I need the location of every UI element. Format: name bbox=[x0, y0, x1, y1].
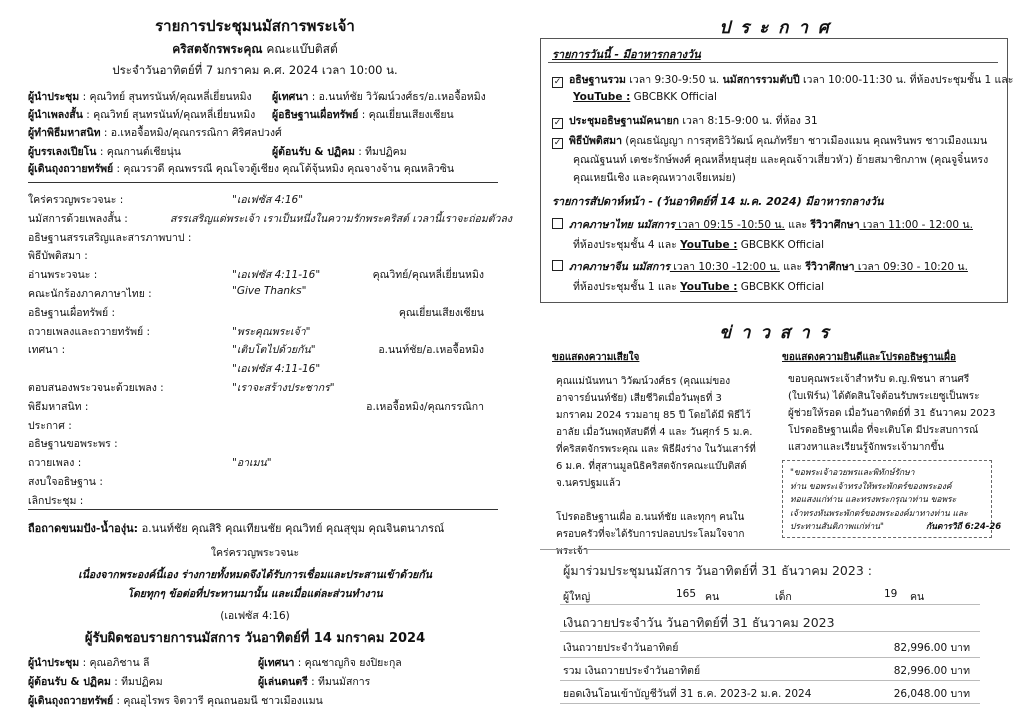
today-item-baptism-line2: คุณณัฐนนท์ เตชะรักษ์พงศ์ คุณหลี่หยุนสุ่ย และคุณจ้าวเสี่ยวหัว) ย้ายสมาชิกภาพ (คุณจูจิ๋นหรง bbox=[573, 154, 989, 166]
blessing-line: ท่าน ขอพระเจ้าทรงให้พระพักตร์ของพระองค์ bbox=[790, 481, 952, 492]
item-bold: รีวิวาศึกษา bbox=[805, 261, 855, 273]
next-item-thai bbox=[552, 216, 973, 233]
order-label: พิธีบัพติสมา : bbox=[28, 250, 88, 262]
order-label: อธิษฐานสรรเสริญและสารภาพบาป : bbox=[28, 232, 192, 244]
blessing-line: เจ้าทรงหันพระพักตร์ของพระองค์มาทางท่าน และ bbox=[790, 508, 968, 519]
role-label: ผู้บรรเลงเปียโน bbox=[28, 146, 97, 158]
communion-servers-names: อ.นนท์ชัย คุณสิริ คุณเทียนชัย คุณวิทย์ คุณสุขุม คุณจินตนาภรณ์ bbox=[141, 522, 445, 535]
news-title: ข่ า ว ส า ร bbox=[719, 323, 831, 343]
condolence-line: พระเจ้า bbox=[556, 546, 589, 557]
role-value: : คุณอภิชาน ลี bbox=[82, 657, 150, 669]
attendance-title: ผู้มาร่วมประชุมนมัสการ วันอาทิตย์ที่ 31 ธันวาคม 2023 : bbox=[563, 563, 872, 578]
role-value: : คุณวรวดี คุณพรรณี คุณโจวตู้เชียง คุณโต้จุ้นหมิง คุณจางจ้าน คุณหลิวซิน bbox=[116, 163, 455, 175]
role-value: : คุณเยี่ยนเสียงเซียน bbox=[361, 109, 454, 121]
adult-label: ผู้ใหญ่ bbox=[563, 591, 591, 603]
divider bbox=[28, 509, 498, 510]
order-detail: "พระคุณพระเจ้า" bbox=[232, 326, 311, 338]
item-text: เวลา 9:30-9:50 น. bbox=[625, 74, 723, 86]
role-label: ผู้เทศนา bbox=[272, 91, 309, 103]
youtube-channel: GBCBKK Official bbox=[737, 239, 825, 251]
table-rule bbox=[560, 703, 980, 704]
role-row bbox=[28, 160, 454, 177]
attendance-adults bbox=[563, 588, 590, 605]
condolence-line: จ.นครปฐมแล้ว bbox=[556, 478, 621, 489]
youtube-link[interactable]: YouTube : bbox=[680, 239, 738, 251]
divider bbox=[540, 549, 1010, 550]
offering-amount: 26,048.00 บาท bbox=[893, 688, 970, 700]
order-label: ใคร่ครวญพระวจนะ : bbox=[28, 194, 124, 206]
table-rule bbox=[560, 657, 980, 658]
checkbox-checked-icon: ✓ bbox=[553, 77, 562, 87]
today-item-baptism-line3: คุณเหยนีเชิง และคุณหวางเจียเหม่ย) bbox=[573, 172, 736, 184]
order-label: เลิกประชุม : bbox=[28, 495, 84, 507]
order-label: อธิษฐานขอพระพร : bbox=[28, 438, 118, 450]
order-leader: อ.นนท์ชัย/อ.เหอจื้อหมิง bbox=[378, 344, 484, 356]
order-label: พิธีมหาสนิท : bbox=[28, 401, 89, 413]
verse-reference: (เอเฟซัส 4:16) bbox=[220, 610, 290, 622]
condolence-line: คุณแม่นันทนา วิวัฒน์วงศ์ธร (คุณแม่ของ bbox=[556, 376, 731, 387]
meditation-title: ใคร่ครวญพระวจนะ bbox=[210, 547, 300, 559]
item-text: เวลา 10:00-11:30 น. ที่ห้องประชุมชั้น 1 และ bbox=[799, 74, 1014, 86]
role-row bbox=[272, 106, 454, 123]
blessing-line: ทอแสงแก่ท่าน และทรงพระกรุณาท่าน ขอพระ bbox=[790, 495, 957, 505]
role-label: ผู้ทำพิธีมหาสนิท bbox=[28, 127, 101, 139]
child-label: เด็ก bbox=[775, 591, 792, 603]
next-role-row bbox=[258, 654, 402, 671]
order-label: อธิษฐานเผื่อทรัพย์ : bbox=[28, 307, 116, 319]
order-label: ตอบสนองพระวจนะด้วยเพลง : bbox=[28, 382, 164, 394]
role-value: : คุณวิทย์ สุนทรนันท์/คุณหลี่เยี่ยนหมิง bbox=[86, 109, 256, 121]
item-bold: อธิษฐานรวม bbox=[569, 74, 626, 86]
checkbox-icon bbox=[552, 260, 563, 271]
order-detail: "อาเมน" bbox=[232, 457, 272, 469]
congrats-line: ผู้ช่วยให้รอด เมื่อวันอาทิตย์ที่ 31 ธันวาคม 2023 bbox=[788, 408, 996, 419]
item-time: เวลา 09:15 -10:50 น. bbox=[674, 219, 785, 231]
congrats-line: ขอบคุณพระเจ้าสำหรับ ด.ญ.พิชนา สานศรี bbox=[788, 374, 970, 385]
next-item-thai-line2 bbox=[573, 236, 824, 253]
next-item-chinese-line2 bbox=[573, 278, 824, 295]
today-header: รายการวันนี้ - มีอาหารกลางวัน bbox=[552, 48, 701, 61]
child-count: 19 bbox=[884, 588, 898, 600]
offering-title: เงินถวายประจำวัน วันอาทิตย์ที่ 31 ธันวาคม 2023 bbox=[563, 615, 835, 630]
next-role-row bbox=[28, 692, 323, 709]
child-unit: คน bbox=[910, 591, 925, 603]
congrats-line: โปรดอธิษฐานเผื่อ ที่จะเติบโต มีประสบการณ์ bbox=[788, 425, 979, 436]
item-time: เวลา 09:30 - 10:20 น. bbox=[854, 261, 968, 273]
adult-count: 165 bbox=[676, 588, 697, 600]
order-label: เทศนา : bbox=[28, 344, 66, 356]
role-row bbox=[28, 124, 282, 141]
congrats-line: (ใบเฟิร์น) ได้ตัดสินใจต้อนรับพระเยซูเป็นพระ bbox=[788, 391, 980, 402]
table-rule bbox=[560, 680, 980, 681]
role-value: : ทีมนมัสการ bbox=[311, 676, 371, 688]
order-detail: "เอเฟซัส 4:16" bbox=[232, 194, 304, 206]
next-item-chinese bbox=[552, 258, 968, 275]
church-name-suffix: คณะแบ๊บติสต์ bbox=[266, 42, 338, 56]
adult-unit: คน bbox=[705, 591, 720, 603]
condolence-line: ครอบครัวที่จะได้รับการปลอบประโลมใจจาก bbox=[556, 529, 745, 540]
order-leader: คุณเยี่ยนเสียงเซียน bbox=[398, 307, 484, 319]
table-rule bbox=[560, 604, 980, 605]
condolence-line: โปรดอธิษฐานเผื่อ อ.นนท์ชัย และทุกๆ คนใน bbox=[556, 512, 745, 523]
divider bbox=[28, 182, 498, 183]
blessing-line: "ขอพระเจ้าอวยพรและพิทักษ์รักษา bbox=[790, 468, 915, 478]
order-detail: "เติบโตไปด้วยกัน" bbox=[232, 344, 316, 356]
order-detail: "เราจะสร้างประชากร" bbox=[232, 382, 335, 394]
role-value: : คุณชาญกิจ ยงปิยะกุล bbox=[297, 657, 402, 669]
role-value: : อ.เหอจื้อหมิง/คุณกรรณิกา ศิริศลปวงศ์ bbox=[103, 127, 282, 139]
item-text: และ bbox=[779, 261, 806, 273]
verse-line-2: โดยทุกๆ ข้อต่อที่ประทานมานั้น และเมื่อแต่ละส่วนทำงาน bbox=[127, 588, 383, 600]
order-label: นมัสการด้วยเพลงสั้น : bbox=[28, 213, 128, 225]
youtube-channel: GBCBKK Official bbox=[630, 91, 717, 103]
role-label: ผู้อธิษฐานเผื่อทรัพย์ bbox=[272, 109, 359, 121]
role-label: ผู้นำประชุม bbox=[28, 657, 80, 669]
today-item-deacons bbox=[552, 112, 818, 129]
today-item-prayer-line2 bbox=[573, 91, 717, 103]
next-role-row bbox=[28, 654, 149, 671]
order-leader: อ.เหอจื้อหมิง/คุณกรรณิกา bbox=[366, 401, 484, 413]
bulletin-title: รายการประชุมนมัสการพระเจ้า bbox=[155, 17, 355, 35]
checkbox-checked-icon: ✓ bbox=[553, 118, 562, 128]
offering-label: รวม เงินถวายประจำวันอาทิตย์ bbox=[563, 665, 701, 677]
item-text: และ bbox=[784, 219, 811, 231]
header-rule bbox=[548, 62, 998, 63]
order-label: ถวายเพลงและถวายทรัพย์ : bbox=[28, 326, 151, 338]
role-row bbox=[28, 88, 252, 105]
checkbox-checked-icon: ✓ bbox=[553, 138, 562, 148]
order-leader: คุณวิทย์/คุณหลี่เยี่ยนหมิง bbox=[372, 269, 484, 281]
condolence-line: อาจารย์นนท์ชัย) เสียชีวิตเมื่อวันพุธที่ 3 bbox=[556, 393, 722, 404]
youtube-channel: GBCBKK Official bbox=[737, 281, 825, 293]
item-time: เวลา 10:30 -12:00 น. bbox=[669, 261, 780, 273]
condolence-line: ที่คริสตจักรพระคุณ และ พิธีฝังร่าง ในวันเสาร์ที่ bbox=[556, 444, 756, 455]
role-label: ผู้เทศนา bbox=[258, 657, 295, 669]
offering-label: เงินถวายประจำวันอาทิตย์ bbox=[563, 642, 679, 654]
church-name-main: คริสตจักรพระคุณ bbox=[172, 42, 263, 56]
table-rule bbox=[560, 631, 980, 632]
today-item-prayer bbox=[552, 71, 1013, 88]
role-value: : คุณกานต์เชียนุ่น bbox=[99, 146, 181, 158]
item-text: ที่ห้องประชุมชั้น 4 และ bbox=[573, 239, 681, 251]
item-text: ที่ห้องประชุมชั้น 1 และ bbox=[573, 281, 681, 293]
item-bold: รีวิวาศึกษา bbox=[810, 219, 860, 231]
item-time: เวลา 11:00 - 12:00 น. bbox=[859, 219, 973, 231]
item-text: เวลา 8:15-9:00 น. ที่ห้อง 31 bbox=[679, 115, 818, 127]
communion-servers bbox=[28, 519, 444, 537]
item-bold: พิธีบัพติสมา bbox=[569, 135, 622, 147]
order-detail: สรรเสริญแด่พระเจ้า เราเป็นหนึ่งในความรักพระคริสต์ เวลานี้เราจะถ่อมตัวลง bbox=[170, 213, 513, 225]
congrats-title: ขอแสดงความยินดีและโปรดอธิษฐานเผื่อ bbox=[782, 352, 956, 363]
role-label: ผู้นำประชุม bbox=[28, 91, 80, 103]
role-row bbox=[272, 88, 486, 105]
blessing-reference: กันดารวิถี 6:24-26 bbox=[926, 522, 1002, 532]
order-detail: "เอเฟซัส 4:11-16" bbox=[232, 363, 321, 375]
item-bold: ภาคภาษาจีน นมัสการ bbox=[569, 261, 670, 273]
role-value: : ทีมปฏิคม bbox=[114, 676, 163, 688]
next-week-title: ผู้รับผิดชอบรายการนมัสการ วันอาทิตย์ที่ 14 มกราคม 2024 bbox=[84, 631, 426, 646]
checkbox-icon bbox=[552, 218, 563, 229]
announcements-title: ป ร ะ ก า ศ bbox=[719, 18, 831, 38]
condolence-title: ขอแสดงความเสียใจ bbox=[552, 352, 640, 363]
condolence-line: 6 ม.ค. ที่สุสานมูลนิธิคริสตจักรคณะแบ๊บติสต์ bbox=[556, 461, 747, 472]
role-row bbox=[28, 143, 181, 160]
role-label: ผู้นำเพลงสั้น bbox=[28, 109, 83, 121]
offering-amount: 82,996.00 บาท bbox=[893, 642, 970, 654]
role-label: ผู้ต้อนรับ & ปฏิคม bbox=[272, 146, 355, 158]
next-role-row bbox=[258, 673, 370, 690]
role-value: : ทีมปฏิคม bbox=[358, 146, 407, 158]
role-label: ผู้เดินถุงถวายทรัพย์ bbox=[28, 163, 114, 175]
item-text: (คุณธนัญญา การสุทธิวิวัฒน์ คุณภัทรียา ชาวเมืองแมน คุณพรินพร ชาวเมืองแมน bbox=[621, 135, 988, 147]
role-label: ผู้ต้อนรับ & ปฏิคม bbox=[28, 676, 111, 688]
communion-servers-label: ถือถาดขนมปัง-น้ำองุ่น: bbox=[28, 522, 139, 535]
church-name bbox=[20, 40, 490, 59]
next-role-row bbox=[28, 673, 163, 690]
role-value: : อ.นนท์ชัย วิวัฒน์วงศ์ธร/อ.เหอจื้อหมิง bbox=[311, 91, 486, 103]
order-label: ประกาศ : bbox=[28, 420, 72, 432]
role-label: ผู้เดินถุงถวายทรัพย์ bbox=[28, 695, 114, 707]
role-value: : คุณวิทย์ สุนทรนันท์/คุณหลี่เยี่ยนหมิง bbox=[82, 91, 252, 103]
item-bold: ภาคภาษาไทย นมัสการ bbox=[569, 219, 675, 231]
offering-label: ยอดเงินโอนเข้าบัญชีวันที่ 31 ธ.ค. 2023-2 ม.ค. 2024 bbox=[563, 688, 812, 700]
role-value: : คุณอุไรพร จิตวารี คุณถนอมนี ชาวเมืองแมน bbox=[116, 695, 323, 707]
order-label: คณะนักร้องภาคภาษาไทย : bbox=[28, 288, 152, 300]
item-bold: นมัสการรวมตับปี bbox=[722, 74, 800, 86]
item-bold: ประชุมอธิษฐานมัคนายก bbox=[569, 115, 680, 127]
service-date: ประจำวันอาทิตย์ที่ 7 มกราคม ค.ศ. 2024 เวลา 10:00 น. bbox=[112, 63, 398, 77]
order-label: อ่านพระวจนะ : bbox=[28, 269, 98, 281]
order-detail: "เอเฟซัส 4:11-16" bbox=[232, 269, 321, 281]
congrats-line: แสวงหาและเรียนรู้จักพระเจ้ามากขึ้น bbox=[788, 442, 945, 453]
role-row bbox=[272, 143, 407, 160]
condolence-line: อาลัย เมื่อวันพฤหัสบดีที่ 4 และ วันศุกร์ 5 ม.ค. bbox=[556, 427, 753, 438]
role-row bbox=[28, 106, 255, 123]
today-item-baptism bbox=[552, 132, 987, 149]
blessing-line: ประทานสันติภาพแก่ท่าน" bbox=[790, 522, 884, 532]
order-label: สงบใจอธิษฐาน : bbox=[28, 476, 103, 488]
verse-line-1: เนื่องจากพระองค์นี้เอง ร่างกายทั้งหมดจึงได้รับการเชื่อมและประสานเข้าด้วยกัน bbox=[78, 569, 432, 581]
order-detail: "Give Thanks" bbox=[232, 285, 307, 297]
order-label: ถวายเพลง : bbox=[28, 457, 82, 469]
offering-amount: 82,996.00 บาท bbox=[893, 665, 970, 677]
next-week-header: รายการสัปดาห์หน้า - (วันอาทิตย์ที่ 14 ม.ค. 2024) มีอาหารกลางวัน bbox=[552, 195, 884, 208]
condolence-line: มกราคม 2024 รวมอายุ 85 ปี โดยได้มี พิธีไว้ bbox=[556, 410, 751, 421]
youtube-link[interactable]: YouTube : bbox=[680, 281, 738, 293]
role-label: ผู้เล่นดนตรี bbox=[258, 676, 308, 688]
youtube-link[interactable]: YouTube : bbox=[573, 91, 631, 103]
